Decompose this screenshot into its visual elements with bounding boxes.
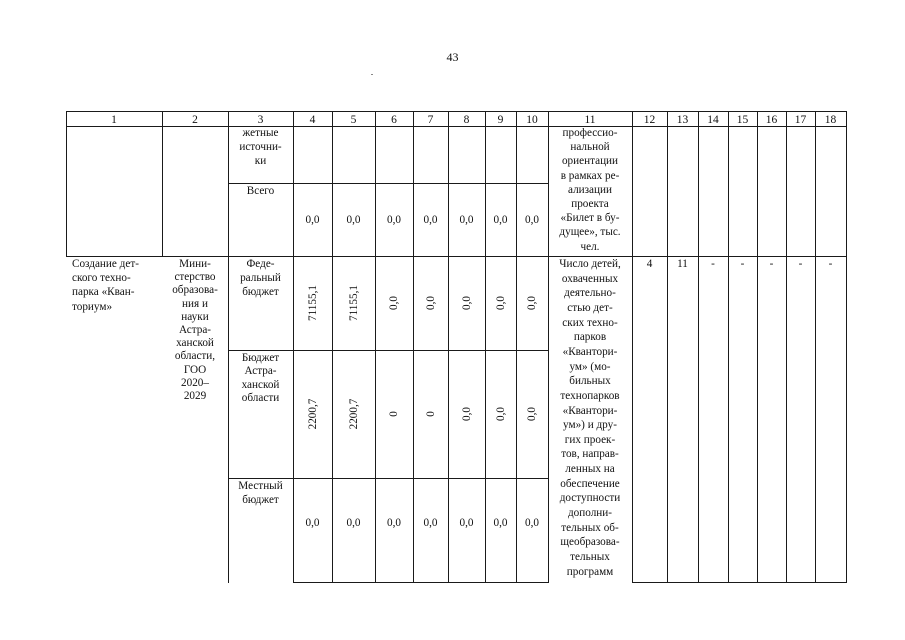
executor-line: Мини- bbox=[179, 258, 211, 270]
local-label-line: бюджет bbox=[242, 494, 279, 507]
total-value: 0,0 bbox=[459, 214, 474, 226]
regional-label-line: Бюджет bbox=[241, 352, 280, 364]
header-cell: 3 bbox=[257, 114, 264, 126]
indicator-line: ориентации bbox=[561, 155, 619, 168]
regional-value: 0,0 bbox=[494, 407, 507, 421]
indicator-line: проекта bbox=[571, 198, 609, 210]
indicator-line: Число детей, bbox=[559, 258, 621, 270]
local-value: 0,0 bbox=[387, 517, 401, 529]
indicator-value-col12: 4 bbox=[646, 258, 653, 270]
regional-label-line: Астра- bbox=[244, 365, 277, 378]
indicator-line: тельных об- bbox=[561, 521, 619, 534]
total-value: 0,0 bbox=[525, 214, 539, 226]
col-border-2-3 bbox=[228, 111, 229, 583]
header-cell: 15 bbox=[736, 114, 749, 126]
header-cell: 16 bbox=[765, 114, 778, 126]
header-cell: 6 bbox=[391, 114, 397, 126]
local-value: 0,0 bbox=[346, 517, 361, 529]
indicator-line: парков bbox=[573, 331, 607, 344]
indicator-line: в рамках ре- bbox=[560, 169, 620, 182]
dash: - bbox=[769, 258, 774, 270]
regional-value: 0,0 bbox=[526, 407, 538, 421]
col-border-16-17 bbox=[786, 111, 787, 583]
col-border-5-6 bbox=[375, 111, 376, 583]
indicator-line: ум») и дру- bbox=[563, 419, 617, 432]
header-cell: 7 bbox=[427, 114, 434, 126]
total-value: 0,0 bbox=[346, 214, 361, 226]
federal-value: 71155,1 bbox=[306, 285, 319, 321]
header-cell: 1 bbox=[111, 114, 117, 126]
executor-line: 2029 bbox=[183, 390, 207, 402]
regional-value: 2200,7 bbox=[347, 398, 360, 430]
rule-top bbox=[66, 111, 847, 112]
col-border-1-2 bbox=[162, 111, 163, 257]
regional-value: 0 bbox=[388, 411, 400, 417]
rule-main-top bbox=[66, 256, 847, 257]
col-border-15-16 bbox=[757, 111, 758, 583]
indicator-line: профессио- bbox=[562, 127, 618, 139]
rule-local-top bbox=[228, 478, 548, 479]
page-number: 43 bbox=[446, 50, 459, 64]
executor-line: стерство bbox=[174, 271, 216, 284]
federal-value: 0,0 bbox=[424, 296, 437, 310]
indicator-line: нальной bbox=[570, 141, 610, 154]
header-cell: 11 bbox=[584, 114, 596, 126]
executor-line: ханской bbox=[176, 337, 214, 350]
local-label-line: Местный bbox=[238, 480, 283, 492]
federal-value: 0,0 bbox=[388, 296, 400, 310]
indicator-line: стью дет- bbox=[567, 301, 613, 314]
indicator-line: чел. bbox=[580, 240, 600, 253]
indicator-line: тельных bbox=[570, 551, 610, 563]
regional-value: 0,0 bbox=[460, 407, 473, 421]
event-line: парка «Кван- bbox=[72, 286, 135, 299]
header-cell: 8 bbox=[463, 114, 470, 126]
header-cell: 9 bbox=[497, 114, 504, 126]
federal-value: 0,0 bbox=[526, 296, 538, 310]
total-label: Всего bbox=[246, 185, 275, 197]
federal-value: 71155,1 bbox=[347, 285, 360, 321]
indicator-line: деятельно- bbox=[564, 287, 616, 300]
col-border-6-7 bbox=[413, 111, 414, 583]
dash: - bbox=[711, 258, 715, 270]
indicator-line: ализации bbox=[568, 183, 612, 196]
col-border-3-4 bbox=[293, 111, 294, 583]
col-border-12-13 bbox=[667, 111, 668, 583]
federal-value: 0,0 bbox=[460, 296, 473, 310]
indicator-line: ленных на bbox=[565, 463, 615, 476]
col-border-13-14 bbox=[698, 111, 699, 583]
indicator-line: ских техно- bbox=[562, 316, 618, 329]
indicator-line: дущее», тыс. bbox=[559, 226, 621, 239]
header-cell: 5 bbox=[350, 114, 357, 126]
indicator-line: гих проек- bbox=[564, 433, 616, 446]
header-cell: 10 bbox=[526, 114, 538, 126]
indicator-line: доступности bbox=[559, 492, 621, 505]
indicator-line: «Квантори- bbox=[562, 345, 618, 358]
col-border-8-9 bbox=[485, 111, 486, 583]
rule-total-top bbox=[228, 183, 548, 184]
indicator-line: бильных bbox=[569, 375, 611, 388]
regional-label-line: области bbox=[241, 392, 280, 405]
header-cell: 17 bbox=[794, 114, 807, 126]
regional-value: 0 bbox=[424, 411, 437, 417]
header-cell: 2 bbox=[192, 114, 198, 126]
funding-source-continued: ки bbox=[254, 155, 267, 167]
regional-label-line: ханской bbox=[241, 378, 280, 391]
executor-line: ния и bbox=[182, 297, 208, 310]
executor-line: области, bbox=[174, 350, 216, 363]
federal-label-line: Феде- bbox=[246, 258, 275, 270]
executor-line: науки bbox=[181, 310, 209, 323]
local-value: 0,0 bbox=[525, 517, 539, 529]
federal-label-line: бюджет bbox=[242, 286, 279, 299]
federal-label-line: ральный bbox=[240, 272, 281, 285]
indicator-line: «Билет в бу- bbox=[560, 212, 620, 225]
dash: - bbox=[828, 258, 833, 270]
col-border-14-15 bbox=[728, 111, 729, 583]
funding-source-continued: жетные bbox=[242, 127, 279, 139]
dash: - bbox=[740, 258, 745, 270]
executor-line: образова- bbox=[172, 284, 218, 297]
indicator-line: «Квантори- bbox=[562, 404, 618, 417]
indicator-value-col13: 11 bbox=[677, 258, 688, 270]
indicator-line: дополни- bbox=[567, 507, 612, 520]
local-value: 0,0 bbox=[459, 517, 474, 529]
indicator-line: тов, направ- bbox=[561, 448, 619, 461]
total-value: 0,0 bbox=[423, 214, 438, 226]
total-value: 0,0 bbox=[387, 214, 401, 226]
col-border-7-8 bbox=[448, 111, 449, 583]
header-cell: 4 bbox=[309, 114, 316, 126]
event-line: ториум» bbox=[72, 300, 113, 313]
header-cell: 18 bbox=[824, 114, 837, 126]
col-border-17-18 bbox=[815, 111, 816, 583]
executor-line: ГОО bbox=[183, 363, 207, 376]
col-border-right bbox=[846, 111, 847, 583]
indicator-line: технопарков bbox=[560, 389, 620, 402]
col-border-4-5 bbox=[332, 111, 333, 583]
header-cell: 13 bbox=[676, 114, 689, 126]
indicator-line: охваченных bbox=[561, 272, 619, 285]
col-border-9-10 bbox=[516, 111, 517, 583]
header-cell: 12 bbox=[643, 114, 656, 126]
executor-line: 2020– bbox=[181, 376, 209, 389]
indicator-line: щеобразова- bbox=[560, 536, 620, 549]
dash: - bbox=[798, 258, 803, 270]
federal-value: 0,0 bbox=[494, 296, 507, 310]
total-value: 0,0 bbox=[493, 214, 508, 226]
header-cell: 14 bbox=[707, 114, 719, 126]
indicator-line: программ bbox=[566, 565, 614, 578]
indicator-line: обеспечение bbox=[560, 477, 620, 490]
total-value: 0,0 bbox=[305, 214, 320, 226]
indicator-line: ум» (мо- bbox=[569, 360, 611, 373]
event-line: Создание дет- bbox=[72, 258, 139, 270]
funding-source-continued: источни- bbox=[239, 141, 282, 153]
col-border-left bbox=[66, 111, 67, 257]
executor-line: Астра- bbox=[178, 324, 212, 336]
event-line: ского техно- bbox=[72, 272, 131, 285]
local-value: 0,0 bbox=[305, 517, 320, 529]
local-value: 0,0 bbox=[493, 517, 508, 529]
rule-regional-top bbox=[228, 350, 548, 351]
col-border-11-12 bbox=[632, 111, 633, 583]
regional-value: 2200,7 bbox=[306, 398, 319, 430]
local-value: 0,0 bbox=[423, 517, 438, 529]
